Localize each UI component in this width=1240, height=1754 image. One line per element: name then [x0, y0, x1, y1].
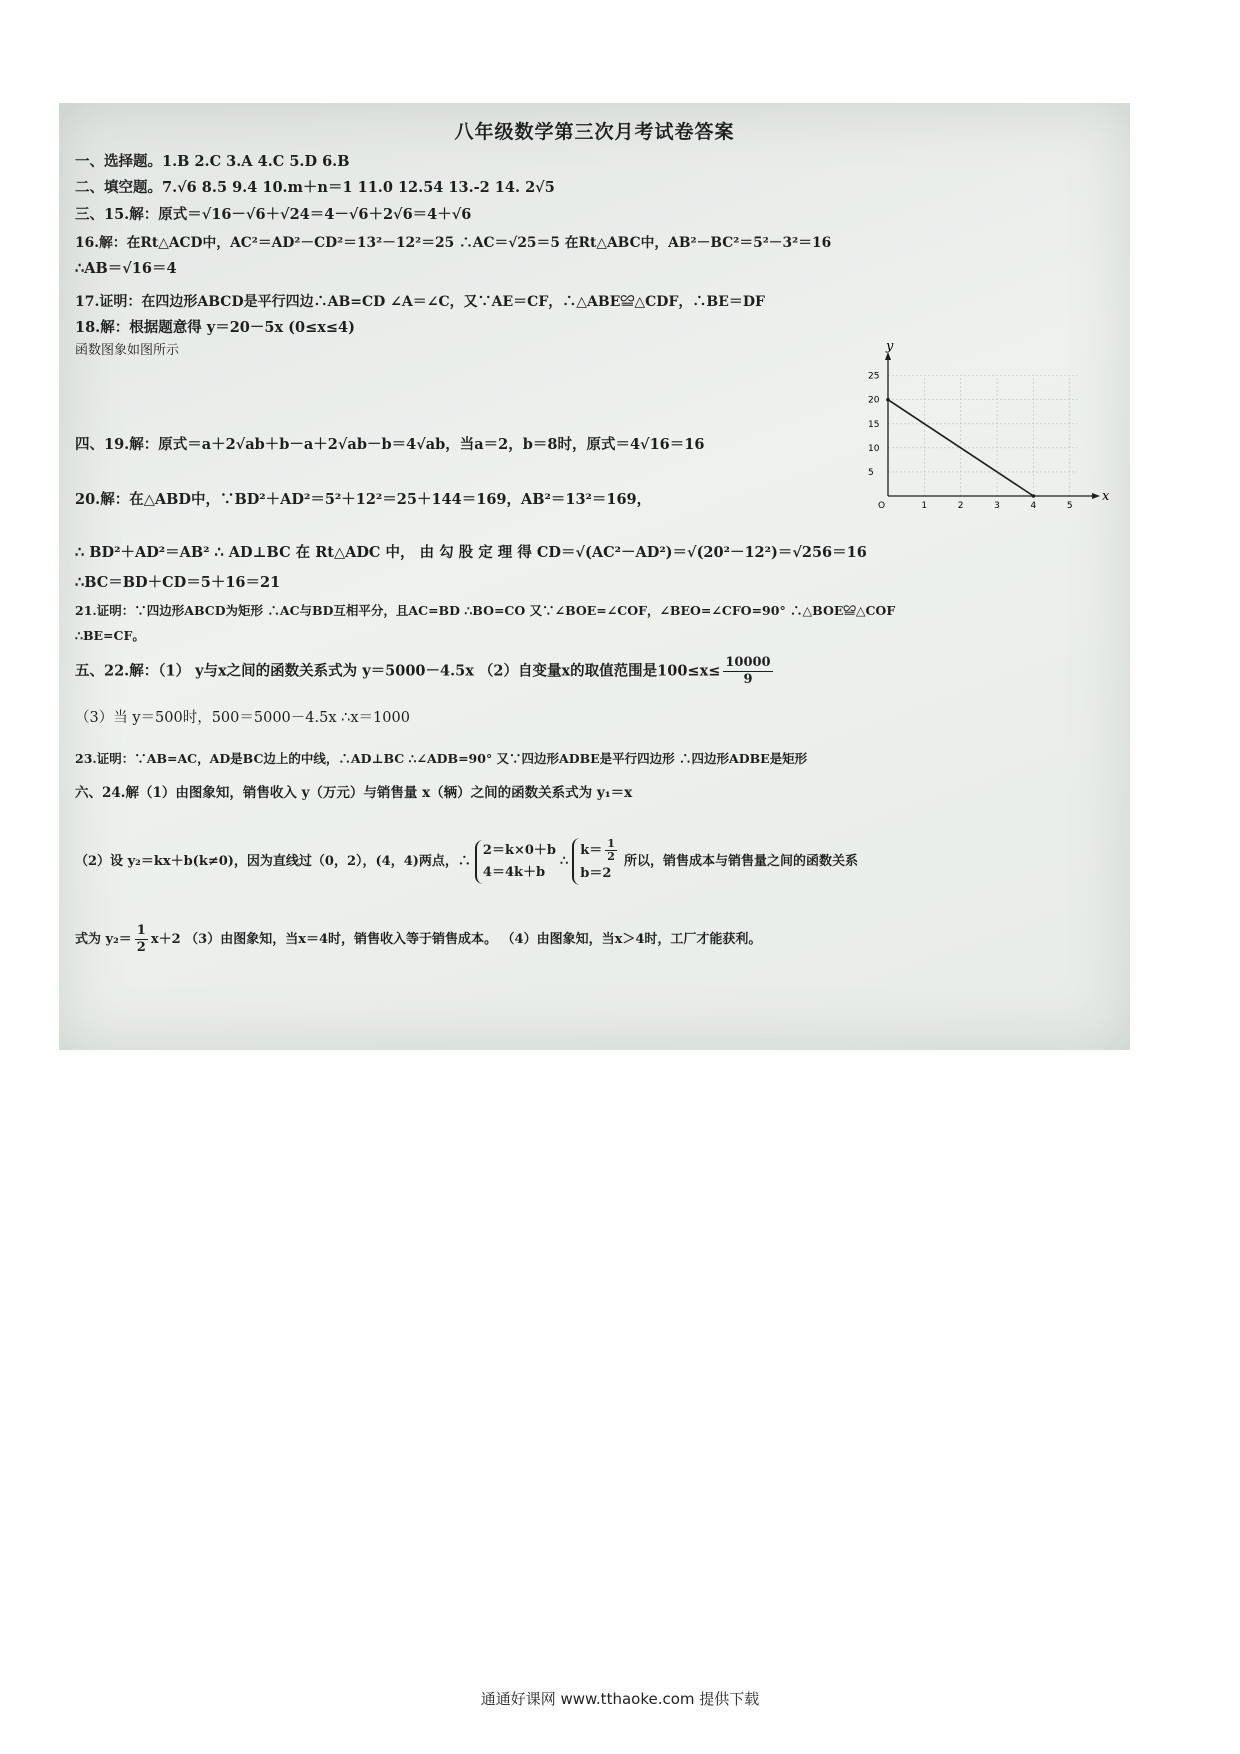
fraction-numerator: 1 — [607, 837, 615, 850]
fraction-numerator: 1 — [136, 923, 146, 938]
answer-line-15 — [75, 655, 776, 688]
answer-24-3-prefix: 式为 y₂＝ — [75, 932, 132, 947]
linear-function-graph — [864, 339, 1110, 516]
answer-line-1: 一、选择题。1.B 2.C 3.A 4.C 5.D 6.B — [75, 153, 350, 170]
answer-line-4: 16.解：在Rt△ACD中，AC²＝AD²－CD²＝13²－12²＝25 ∴AC＝√25＝5 在Rt△ABC中，AB²－BC²＝5²－3²＝16 — [75, 235, 832, 251]
x-axis-label: x — [1102, 489, 1110, 504]
answer-line-6: 17.证明：在四边形ABCD是平行四边∴AB=CD ∠A＝∠C，又∵AE＝CF，∴△ABE≌△CDF，∴BE＝DF — [75, 294, 765, 310]
answer-line-18: 六、24.解（1）由图象知，销售收入 y（万元）与销售量 x（辆）之间的函数关系式为 y₁＝x — [75, 785, 633, 801]
answer-line-13: 21.证明：∵四边形ABCD为矩形 ∴AC与BD互相平分，且AC=BD ∴BO=CO 又∵∠BOE=∠COF，∠BEO=∠CFO=90° ∴△BOE≌△COF — [75, 603, 896, 618]
solution-k-label: k＝ — [580, 843, 603, 858]
answer-22-text: 五、22.解：（1） y与x之间的函数关系式为 y＝5000－4.5x （2）自变量x的取值范围是100≤x≤ — [75, 662, 721, 680]
answer-line-16: （3）当 y＝500时，500＝5000－4.5x ∴x＝1000 — [75, 710, 410, 726]
solution-system — [572, 838, 620, 885]
y-tick-label: 20 — [868, 395, 880, 406]
equation-1: 2＝k×0＋b — [482, 842, 556, 858]
origin-label: O — [878, 501, 886, 511]
fraction-one-half-k — [605, 838, 617, 863]
answer-line-17: 23.证明：∵AB=AC，AD是BC边上的中线，∴AD⊥BC ∴∠ADB=90° 又∵四边形ADBE是平行四边形 ∴四边形ADBE是矩形 — [75, 751, 808, 766]
answer-24-2-text: （2）设 y₂＝kx＋b(k≠0)，因为直线过（0，2），(4，4)两点，∴ — [75, 854, 471, 869]
answer-line-5: ∴AB＝√16＝4 — [75, 260, 177, 277]
scanned-answer-sheet — [59, 103, 1130, 1050]
footer-credit: 通通好课网 www.tthaoke.com 提供下载 — [480, 1690, 760, 1708]
answer-line-11: ∴ BD²＋AD²＝AB² ∴ AD⊥BC 在 Rt△ADC 中， 由 勾 股 定 理 得 CD＝√(AC²－AD²)＝√(20²－12²)＝√256＝16 — [75, 544, 867, 561]
answer-line-3: 三、15.解：原式＝√16－√6＋√24＝4－√6＋2√6＝4＋√6 — [75, 206, 472, 223]
data-point — [1032, 494, 1036, 498]
equation-system — [475, 840, 556, 884]
x-tick-label: 1 — [921, 501, 928, 511]
answer-line-12: ∴BC＝BD＋CD＝5＋16＝21 — [75, 574, 281, 591]
answer-line-7: 18.解：根据题意得 y＝20－5x (0≤x≤4) — [75, 319, 356, 336]
y-tick-label: 15 — [868, 419, 880, 430]
x-tick-label: 3 — [994, 501, 1000, 511]
y-axis-label: y — [886, 339, 894, 354]
answer-line-9: 四、19.解：原式＝a＋2√ab＋b－a＋2√ab－b＝4√ab，当a＝2，b＝8时，原式＝4√16＝16 — [75, 436, 705, 453]
solution-k — [580, 838, 620, 863]
y-tick-label: 5 — [868, 467, 874, 478]
fraction-numerator: 10000 — [725, 655, 771, 670]
answer-line-10: 20.解：在△ABD中，∵BD²＋AD²＝5²＋12²＝25＋144＝169，AB²＝13²＝169， — [75, 491, 652, 508]
x-tick-label: 4 — [1030, 501, 1037, 511]
fraction-one-half — [135, 923, 148, 956]
fraction-denominator: 2 — [136, 940, 146, 955]
fraction-10000-over-9 — [723, 655, 772, 688]
answer-24-2-tail: 所以，销售成本与销售量之间的函数关系 — [623, 854, 858, 869]
answer-line-8: 函数图象如图所示 — [75, 343, 180, 358]
x-tick-label: 2 — [957, 501, 964, 511]
equation-2: 4＝4k＋b — [482, 864, 546, 880]
solution-b: b＝2 — [580, 866, 612, 881]
answer-24-3-text: x＋2 （3）由图象知，当x＝4时，销售收入等于销售成本。 （4）由图象知，当x＞4时，工厂才能获利。 — [150, 932, 762, 947]
answer-line-19: （2）设 y₂＝kx＋b(k≠0)，因为直线过（0，2），(4，4)两点，∴ 2＝k×0＋b 4＝4k＋b ∴ k＝ $\frac{1}{2}$ b＝2 所以，销售成本与销售量之间的函数关系 — [75, 838, 858, 885]
x-axis-arrow-icon — [1092, 493, 1100, 499]
fraction-denominator: 2 — [607, 850, 615, 863]
x-tick-label: 5 — [1066, 501, 1073, 511]
page-title: 八年级数学第三次月考试卷答案 — [454, 121, 735, 143]
y-tick-label: 25 — [868, 371, 880, 382]
y-tick-label: 10 — [868, 443, 880, 454]
fraction-denominator: 9 — [743, 672, 753, 687]
data-point — [886, 398, 890, 402]
answer-line-2: 二、填空题。7.√6 8.5 9.4 10.m＋n＝1 11.0 12.54 13.-2 14. 2√5 — [75, 179, 555, 196]
answer-line-14: ∴BE=CF。 — [75, 628, 145, 643]
answer-line-20 — [75, 923, 761, 956]
